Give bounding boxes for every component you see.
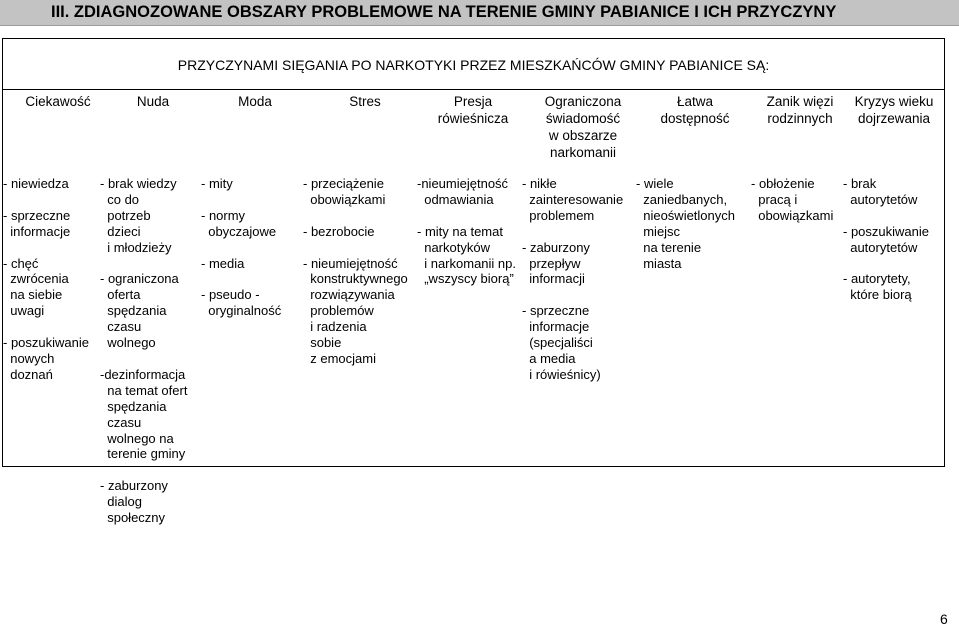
column-header: Presja rówieśnicza <box>437 94 509 126</box>
column-header: Ciekawość <box>25 94 91 109</box>
section-title: III. ZDIAGNOZOWANE OBSZARY PROBLEMOWE NA TERENIE GMINY PABIANICE I ICH PRZYCZYNY <box>0 0 959 26</box>
table-divider <box>3 89 944 90</box>
table-cell: - obłożenie pracą i obowiązkami <box>751 176 834 223</box>
table-cell: - nikłe zainteresowanie problemem - zaburzony przepływ informacji - sprzeczne informacje (specjaliści a media i rówieśnicy) <box>522 176 624 382</box>
table-cell: - przeciążenie obowiązkami - bezrobocie - nieumiejętność konstruktywnego rozwiązywania problemów i radzenia sobie z emocjami <box>303 176 408 366</box>
table-cell: - brak wiedzy co do potrzeb dzieci i młodzieży - ograniczona oferta spędzania czasu wolnego -dezinformacja na temat ofert spędzania czasu wolnego na terenie gminy - zaburzony dialog społeczny <box>100 176 188 526</box>
table-title: PRZYCZYNAMI SIĘGANIA PO NARKOTYKI PRZEZ MIESZKAŃCÓW GMINY PABIANICE SĄ: <box>177 57 770 73</box>
column-header: Łatwa dostępność <box>660 94 730 126</box>
column-header: Stres <box>349 94 381 109</box>
column-header: Nuda <box>136 94 170 109</box>
page-number: 6 <box>940 611 948 627</box>
column-header: Zanik więzi rodzinnych <box>766 94 834 126</box>
table-cell: - wiele zaniedbanych, nieoświetlonych miejsc na terenie miasta <box>636 176 735 271</box>
table-cell: - mity - normy obyczajowe - media - pseudo - oryginalność <box>201 176 282 319</box>
column-header: Ograniczona świadomość w obszarze narkomanii <box>544 94 622 160</box>
column-header: Kryzys wieku dojrzewania <box>854 94 934 126</box>
table-cell: - brak autorytetów - poszukiwanie autorytetów - autorytety, które biorą <box>843 176 929 303</box>
table-cell: -nieumiejętność odmawiania - mity na temat narkotyków i narkomanii np. „wszyscy biorą” <box>417 176 516 287</box>
causes-table <box>2 38 945 526</box>
column-header: Moda <box>238 94 272 109</box>
table-cell: - niewiedza - sprzeczne informacje - chęć zwrócenia na siebie uwagi - poszukiwanie nowych doznań <box>3 176 89 382</box>
